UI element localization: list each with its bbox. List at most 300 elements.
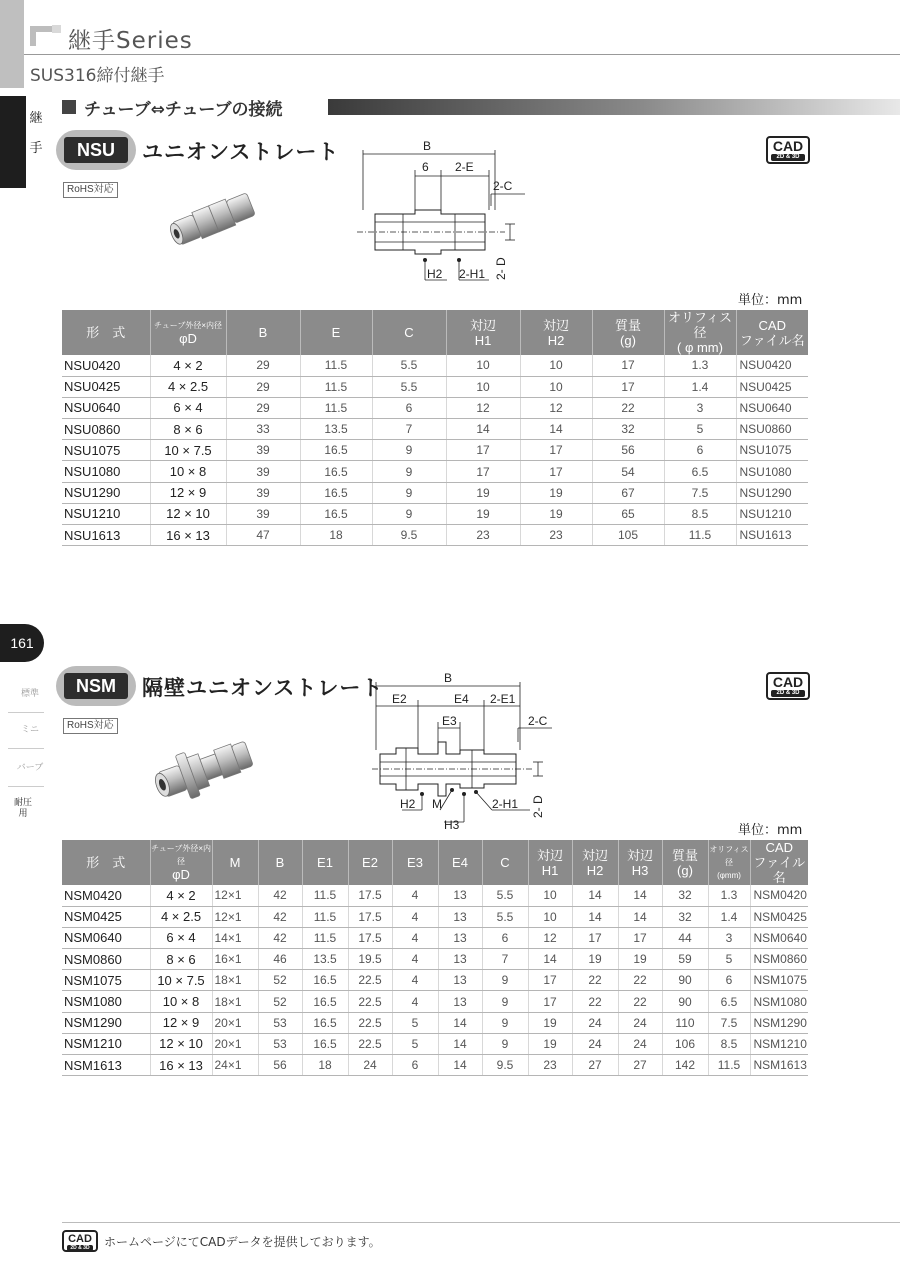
- cell-model: NSU0420: [62, 355, 150, 376]
- cell-value: 5: [392, 1033, 438, 1054]
- side-item-barb[interactable]: バーブ: [16, 763, 44, 773]
- cell-value: 32: [592, 419, 664, 440]
- cell-value: 16.5: [300, 482, 372, 503]
- cell-value: 4: [392, 949, 438, 970]
- table-row: [62, 906, 808, 927]
- table-row: [62, 503, 808, 524]
- cell-value: 13: [438, 885, 482, 906]
- cell-value: 16.5: [302, 991, 348, 1012]
- cell-value: 65: [592, 503, 664, 524]
- table-row: [62, 991, 808, 1012]
- cell-tube-size: 16 × 13: [150, 1055, 212, 1076]
- cell-value: 14: [520, 419, 592, 440]
- cell-value: 10: [520, 355, 592, 376]
- cell-value: 5.5: [372, 355, 446, 376]
- cell-model: NSM0640: [62, 927, 150, 948]
- cell-value: 11.5: [300, 355, 372, 376]
- cell-cad-file: NSU1075: [736, 440, 808, 461]
- cell-value: 19.5: [348, 949, 392, 970]
- section-square-icon: [62, 100, 76, 114]
- cell-value: 5.5: [482, 906, 528, 927]
- cell-value: 3: [664, 397, 736, 418]
- dim-label-d: 2- D: [494, 257, 508, 280]
- cell-value: 22: [572, 970, 618, 991]
- cell-value: 90: [662, 970, 708, 991]
- section-title: チューブ⇔チューブの接続: [84, 99, 283, 120]
- cell-value: 17: [528, 970, 572, 991]
- cell-value: 12: [528, 927, 572, 948]
- cell-value: 14: [618, 906, 662, 927]
- cell-value: 9: [482, 991, 528, 1012]
- cell-value: 53: [258, 1033, 302, 1054]
- table-row: [62, 376, 808, 397]
- cell-value: 7: [482, 949, 528, 970]
- cell-value: 1.3: [664, 355, 736, 376]
- col-cad: CAD ファイル名: [750, 840, 808, 885]
- cell-model: NSU1613: [62, 525, 150, 546]
- dim-label-h3: H3: [444, 818, 460, 832]
- cell-tube-size: 12 × 9: [150, 1012, 212, 1033]
- cell-value: 16.5: [302, 1033, 348, 1054]
- dim-label-c: 2-C: [493, 179, 513, 193]
- cell-value: 16.5: [302, 970, 348, 991]
- union-straight-photo: [166, 188, 266, 250]
- product-title-nsm: 隔壁ユニオンストレート: [142, 676, 384, 700]
- cell-cad-file: NSU1290: [736, 482, 808, 503]
- cell-value: 19: [618, 949, 662, 970]
- cell-value: 4: [392, 885, 438, 906]
- cell-value: 14: [618, 885, 662, 906]
- cell-cad-file: NSU1613: [736, 525, 808, 546]
- dim-label-d: 2- D: [531, 795, 545, 818]
- cell-value: 8.5: [708, 1033, 750, 1054]
- cad-badge-subtext: 2D & 3D: [771, 690, 805, 697]
- cell-value: 17.5: [348, 927, 392, 948]
- cell-model: NSM1613: [62, 1055, 150, 1076]
- cell-value: 33: [226, 419, 300, 440]
- side-tab-active[interactable]: [0, 96, 26, 188]
- cell-value: 3: [708, 927, 750, 948]
- cell-model: NSU0425: [62, 376, 150, 397]
- cell-value: 14×1: [212, 927, 258, 948]
- cell-model: NSU1290: [62, 482, 150, 503]
- cell-value: 24: [572, 1012, 618, 1033]
- cell-value: 42: [258, 927, 302, 948]
- cell-value: 12×1: [212, 885, 258, 906]
- dim-label-e4: E4: [454, 692, 469, 706]
- side-tab-active-label: 継 手: [29, 111, 43, 156]
- cell-tube-size: 10 × 7.5: [150, 440, 226, 461]
- cell-value: 22.5: [348, 991, 392, 1012]
- cell-value: 9: [482, 1012, 528, 1033]
- product-badge-nsm: [56, 666, 136, 706]
- dim-label-h1: 2-H1: [492, 797, 519, 811]
- cell-value: 5.5: [482, 885, 528, 906]
- cell-cad-file: NSM1613: [750, 1055, 808, 1076]
- cell-tube-size: 6 × 4: [150, 397, 226, 418]
- cell-value: 8.5: [664, 503, 736, 524]
- col-e2: E2: [348, 840, 392, 885]
- spec-table-nsu: [62, 310, 808, 546]
- cell-value: 11.5: [302, 927, 348, 948]
- cell-cad-file: NSU1080: [736, 461, 808, 482]
- cell-value: 19: [446, 503, 520, 524]
- cell-value: 11.5: [708, 1055, 750, 1076]
- cell-value: 23: [446, 525, 520, 546]
- cad-badge-text: CAD: [772, 674, 804, 690]
- section-header: [62, 96, 283, 118]
- cell-value: 17: [572, 927, 618, 948]
- cell-value: 142: [662, 1055, 708, 1076]
- cell-value: 110: [662, 1012, 708, 1033]
- cell-model: NSM0420: [62, 885, 150, 906]
- cell-value: 12: [446, 397, 520, 418]
- cell-value: 39: [226, 503, 300, 524]
- dim-label-e3: E3: [442, 714, 457, 728]
- table-row: [62, 355, 808, 376]
- cell-value: 11.5: [664, 525, 736, 546]
- cell-value: 1.4: [708, 906, 750, 927]
- cell-value: 29: [226, 376, 300, 397]
- cell-value: 22.5: [348, 1012, 392, 1033]
- cell-value: 5.5: [372, 376, 446, 397]
- cell-model: NSU1075: [62, 440, 150, 461]
- cell-value: 7.5: [664, 482, 736, 503]
- cell-value: 1.4: [664, 376, 736, 397]
- cell-value: 17: [520, 440, 592, 461]
- col-h1: 対辺 H1: [528, 840, 572, 885]
- cad-badge-subtext: 2D & 3D: [771, 154, 805, 161]
- cell-tube-size: 16 × 13: [150, 525, 226, 546]
- cell-model: NSM1080: [62, 991, 150, 1012]
- col-mass: 質量 (g): [592, 310, 664, 355]
- cell-value: 14: [438, 1012, 482, 1033]
- cell-value: 56: [592, 440, 664, 461]
- cell-value: 29: [226, 355, 300, 376]
- col-model: 形 式: [62, 310, 150, 355]
- cell-model: NSM1075: [62, 970, 150, 991]
- cad-badge-text: CAD: [772, 138, 804, 154]
- cell-value: 67: [592, 482, 664, 503]
- dim-label-e1: 2-E1: [490, 692, 516, 706]
- cell-value: 39: [226, 440, 300, 461]
- cell-value: 24: [618, 1033, 662, 1054]
- cell-value: 17: [520, 461, 592, 482]
- col-tube: チューブ外径×内径 φD: [150, 310, 226, 355]
- col-cad: CAD ファイル名: [736, 310, 808, 355]
- cell-cad-file: NSM0425: [750, 906, 808, 927]
- cell-cad-file: NSU1210: [736, 503, 808, 524]
- table-header-row: [62, 840, 808, 885]
- col-h3: 対辺 H3: [618, 840, 662, 885]
- cell-cad-file: NSM0420: [750, 885, 808, 906]
- cad-download-button[interactable]: [766, 672, 810, 700]
- table-row: [62, 397, 808, 418]
- cell-value: 17: [446, 461, 520, 482]
- cell-cad-file: NSM1080: [750, 991, 808, 1012]
- cell-value: 20×1: [212, 1033, 258, 1054]
- cell-cad-file: NSM0640: [750, 927, 808, 948]
- cell-value: 23: [528, 1055, 572, 1076]
- side-divider: [8, 748, 44, 749]
- cell-value: 52: [258, 991, 302, 1012]
- cell-model: NSM1210: [62, 1033, 150, 1054]
- footer-cad-badge: [62, 1230, 98, 1252]
- table-row: [62, 440, 808, 461]
- cell-value: 9: [372, 461, 446, 482]
- cell-value: 22.5: [348, 970, 392, 991]
- cell-value: 14: [572, 906, 618, 927]
- cell-tube-size: 12 × 9: [150, 482, 226, 503]
- cell-value: 12×1: [212, 906, 258, 927]
- cell-tube-size: 10 × 8: [150, 991, 212, 1012]
- cad-badge-subtext: 2D & 3D: [67, 1245, 93, 1251]
- table-row: [62, 970, 808, 991]
- dim-label-e: 2-E: [455, 160, 474, 174]
- cell-value: 10: [446, 355, 520, 376]
- cell-tube-size: 6 × 4: [150, 927, 212, 948]
- table-row: [62, 525, 808, 546]
- cell-value: 6: [392, 1055, 438, 1076]
- col-e4: E4: [438, 840, 482, 885]
- cell-value: 16.5: [300, 440, 372, 461]
- cell-value: 14: [446, 419, 520, 440]
- cell-value: 17: [618, 927, 662, 948]
- cell-tube-size: 4 × 2.5: [150, 906, 212, 927]
- cell-value: 22: [572, 991, 618, 1012]
- col-c: C: [372, 310, 446, 355]
- dim-label-e2: E2: [392, 692, 407, 706]
- dim-label-h2: H2: [427, 267, 443, 281]
- cell-value: 17: [446, 440, 520, 461]
- cell-cad-file: NSU0420: [736, 355, 808, 376]
- cell-tube-size: 10 × 8: [150, 461, 226, 482]
- side-divider: [8, 786, 44, 787]
- product-code-nsu: NSU: [64, 137, 128, 163]
- cell-value: 6: [708, 970, 750, 991]
- table-row: [62, 1055, 808, 1076]
- cell-value: 22.5: [348, 1033, 392, 1054]
- cell-value: 22: [618, 970, 662, 991]
- elbow-fitting-icon: [28, 22, 62, 48]
- cell-value: 22: [618, 991, 662, 1012]
- table-row: [62, 927, 808, 948]
- cell-value: 14: [438, 1033, 482, 1054]
- cad-download-button[interactable]: [766, 136, 810, 164]
- cell-value: 18: [302, 1055, 348, 1076]
- table-header-row: [62, 310, 808, 355]
- cell-value: 11.5: [302, 906, 348, 927]
- cell-value: 4: [392, 927, 438, 948]
- cell-value: 6.5: [664, 461, 736, 482]
- header-left-bar: [0, 0, 24, 88]
- cell-value: 5: [708, 949, 750, 970]
- cell-value: 44: [662, 927, 708, 948]
- side-item-standard[interactable]: 標準: [20, 689, 39, 699]
- unit-label: 単位：mm: [738, 293, 803, 308]
- col-e3: E3: [392, 840, 438, 885]
- spec-table-nsm: [62, 840, 808, 1076]
- cell-value: 27: [572, 1055, 618, 1076]
- cell-value: 13.5: [300, 419, 372, 440]
- cell-value: 24: [572, 1033, 618, 1054]
- cell-cad-file: NSM1210: [750, 1033, 808, 1054]
- side-divider: [8, 712, 44, 713]
- cell-value: 42: [258, 885, 302, 906]
- col-model: 形 式: [62, 840, 150, 885]
- cell-tube-size: 12 × 10: [150, 503, 226, 524]
- col-orifice: オリフィス径 (φmm): [708, 840, 750, 885]
- cell-value: 56: [258, 1055, 302, 1076]
- col-c: C: [482, 840, 528, 885]
- table-row: [62, 1033, 808, 1054]
- cell-value: 10: [528, 885, 572, 906]
- cell-tube-size: 8 × 6: [150, 419, 226, 440]
- cell-value: 52: [258, 970, 302, 991]
- cell-value: 17: [528, 991, 572, 1012]
- side-item-pressure[interactable]: 耐圧 用: [13, 798, 32, 819]
- cell-model: NSU1080: [62, 461, 150, 482]
- product-code-nsm: NSM: [64, 673, 128, 699]
- cell-value: 9: [482, 1033, 528, 1054]
- cell-value: 46: [258, 949, 302, 970]
- cell-value: 14: [438, 1055, 482, 1076]
- page-number: 161: [0, 624, 44, 662]
- nsu-dimension-drawing: [355, 140, 535, 290]
- cell-value: 5: [392, 1012, 438, 1033]
- cell-model: NSU0860: [62, 419, 150, 440]
- cell-value: 4: [392, 970, 438, 991]
- cell-value: 9: [482, 970, 528, 991]
- cell-value: 18×1: [212, 991, 258, 1012]
- cell-value: 32: [662, 906, 708, 927]
- cell-value: 19: [572, 949, 618, 970]
- cell-value: 9: [372, 482, 446, 503]
- cell-value: 18: [300, 525, 372, 546]
- table-row: [62, 461, 808, 482]
- col-m: M: [212, 840, 258, 885]
- cell-value: 16.5: [300, 461, 372, 482]
- cell-value: 32: [662, 885, 708, 906]
- table-row: [62, 885, 808, 906]
- cell-value: 17.5: [348, 906, 392, 927]
- cell-value: 19: [528, 1033, 572, 1054]
- cell-value: 17.5: [348, 885, 392, 906]
- col-h2: 対辺 H2: [572, 840, 618, 885]
- unit-label: 単位：mm: [738, 823, 803, 838]
- cell-value: 11.5: [300, 397, 372, 418]
- footer-note: ホームページにてCADデータを提供しております。: [104, 1235, 381, 1249]
- cell-value: 13.5: [302, 949, 348, 970]
- col-orifice: オリフィス径 ( φ mm): [664, 310, 736, 355]
- cell-model: NSM1290: [62, 1012, 150, 1033]
- col-b: B: [226, 310, 300, 355]
- dim-label-6: 6: [422, 160, 429, 174]
- cell-value: 18×1: [212, 970, 258, 991]
- cell-value: 105: [592, 525, 664, 546]
- col-e: E: [300, 310, 372, 355]
- cell-value: 11.5: [302, 885, 348, 906]
- cell-cad-file: NSM0860: [750, 949, 808, 970]
- col-b: B: [258, 840, 302, 885]
- dim-label-m: M: [432, 797, 442, 811]
- nsm-dimension-drawing: [372, 672, 562, 832]
- cell-value: 9.5: [372, 525, 446, 546]
- cell-model: NSM0425: [62, 906, 150, 927]
- cell-cad-file: NSU0860: [736, 419, 808, 440]
- cell-value: 13: [438, 970, 482, 991]
- header-divider: [24, 54, 900, 55]
- cell-cad-file: NSM1075: [750, 970, 808, 991]
- cell-value: 17: [592, 355, 664, 376]
- bulkhead-union-photo: [150, 730, 262, 810]
- col-e1: E1: [302, 840, 348, 885]
- cell-value: 13: [438, 906, 482, 927]
- side-item-mini[interactable]: ミニ: [20, 725, 39, 735]
- dim-label-h2: H2: [400, 797, 416, 811]
- col-h2: 対辺 H2: [520, 310, 592, 355]
- cell-value: 1.3: [708, 885, 750, 906]
- cell-cad-file: NSU0640: [736, 397, 808, 418]
- cad-badge-text: CAD: [68, 1233, 92, 1245]
- cell-value: 54: [592, 461, 664, 482]
- cell-tube-size: 4 × 2.5: [150, 376, 226, 397]
- cell-model: NSU0640: [62, 397, 150, 418]
- cell-value: 6: [664, 440, 736, 461]
- cell-tube-size: 10 × 7.5: [150, 970, 212, 991]
- table-row: [62, 419, 808, 440]
- cell-value: 10: [446, 376, 520, 397]
- cell-value: 39: [226, 461, 300, 482]
- cell-value: 9: [372, 503, 446, 524]
- dim-label-c: 2-C: [528, 714, 548, 728]
- cell-model: NSU1210: [62, 503, 150, 524]
- col-mass: 質量 (g): [662, 840, 708, 885]
- cell-value: 16.5: [300, 503, 372, 524]
- cell-value: 16.5: [302, 1012, 348, 1033]
- cell-value: 10: [520, 376, 592, 397]
- cell-value: 47: [226, 525, 300, 546]
- cell-value: 24×1: [212, 1055, 258, 1076]
- cell-value: 9: [372, 440, 446, 461]
- cell-value: 7.5: [708, 1012, 750, 1033]
- cell-value: 19: [446, 482, 520, 503]
- series-title: 継手Series: [68, 28, 193, 54]
- cell-value: 6.5: [708, 991, 750, 1012]
- cell-value: 19: [520, 503, 592, 524]
- cell-value: 16×1: [212, 949, 258, 970]
- cell-value: 19: [520, 482, 592, 503]
- dim-label-b: B: [444, 672, 453, 685]
- cell-value: 20×1: [212, 1012, 258, 1033]
- section-gradient-bar: [328, 99, 900, 115]
- cell-value: 24: [618, 1012, 662, 1033]
- cell-cad-file: NSU0425: [736, 376, 808, 397]
- cell-value: 9.5: [482, 1055, 528, 1076]
- cell-value: 42: [258, 906, 302, 927]
- cell-value: 14: [528, 949, 572, 970]
- cell-value: 39: [226, 482, 300, 503]
- cell-value: 22: [592, 397, 664, 418]
- table-row: [62, 949, 808, 970]
- cell-value: 6: [372, 397, 446, 418]
- table-row: [62, 482, 808, 503]
- dim-label-h1: 2-H1: [459, 267, 486, 281]
- col-h1: 対辺 H1: [446, 310, 520, 355]
- rohs-label: RoHS対応: [63, 182, 118, 198]
- cell-value: 53: [258, 1012, 302, 1033]
- cell-value: 24: [348, 1055, 392, 1076]
